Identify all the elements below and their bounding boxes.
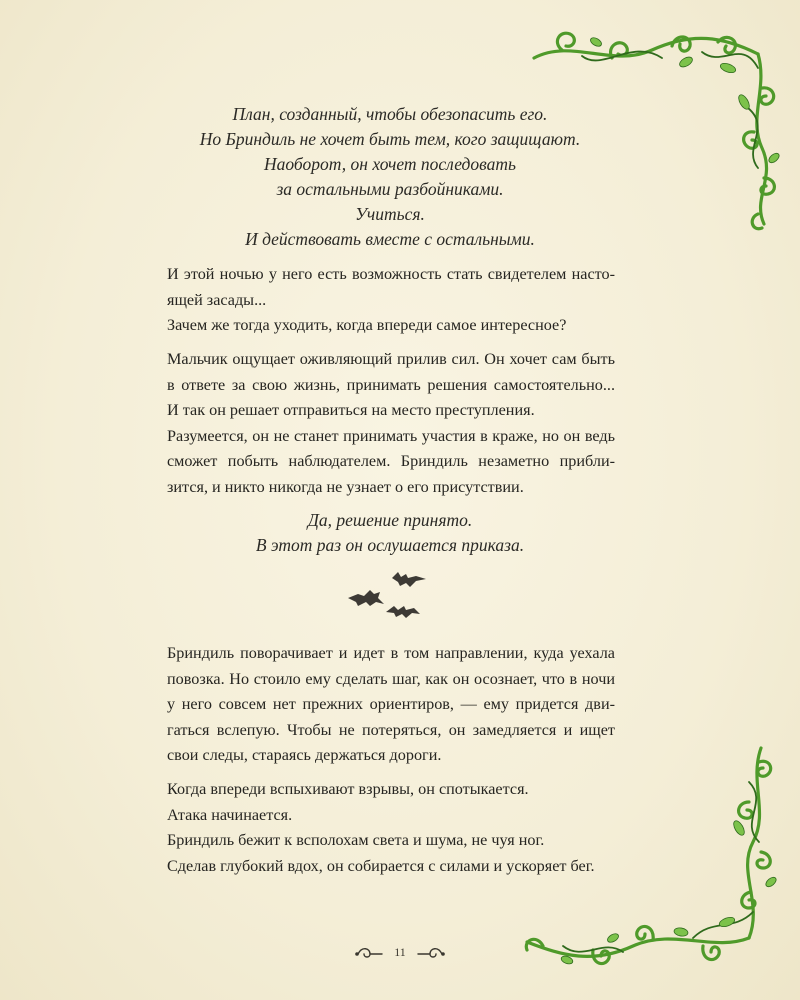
text-line: Разумеется, он не станет принимать участия в краже, но он ведь: [167, 426, 615, 445]
bats-icon: [340, 568, 440, 626]
page-number-text: 11: [394, 945, 406, 959]
text-line: у него совсем нет прежних ориентиров, — ему придется дви-: [167, 695, 615, 713]
poem-line: В этот раз он ослушается приказа.: [255, 535, 525, 555]
text-line: Зачем же тогда уходить, когда впереди самое интересное?: [167, 316, 567, 334]
page-number: [352, 944, 448, 962]
poem-line: Да, решение принято.: [307, 510, 473, 530]
text-line: Атака начинается.: [167, 805, 293, 824]
text-line: ящей засады...: [167, 290, 267, 309]
poem-line: Наоборот, он хочет последовать: [264, 154, 516, 174]
text-line: Бриндиль бежит к всполохам света и шума, не чуя ног.: [167, 831, 545, 849]
poem-line: Но Бриндиль не хочет быть тем, кого защищают.: [199, 129, 581, 149]
paragraph-3: [167, 641, 615, 769]
poem-top: [150, 102, 630, 252]
text-line: Бриндиль поворачивает и идет в том направлении, куда уехала: [167, 644, 615, 662]
poem-middle: [150, 508, 630, 558]
text-line: в ответе за свою жизнь, принимать решения самостоятельно...: [167, 375, 615, 394]
paragraph-2: [167, 347, 615, 500]
paragraph-4: [167, 777, 615, 879]
poem-line: Учиться.: [355, 204, 425, 224]
text-line: свои следы, стараясь держаться дороги.: [167, 746, 442, 764]
text-line: Мальчик ощущает оживляющий прилив сил. Он хочет сам быть: [167, 350, 615, 368]
text-line: Сделав глубокий вдох, он собирается с силами и ускоряет бег.: [167, 856, 595, 875]
text-line: И этой ночью у него есть возможность стать свидетелем насто-: [167, 265, 615, 283]
text-line: сможет побыть наблюдателем. Бриндиль незаметно прибли-: [167, 452, 615, 470]
poem-line: за остальными разбойниками.: [276, 179, 504, 199]
text-line: гаться вслепую. Чтобы не потеряться, он замедляется и ищет: [167, 720, 615, 739]
poem-line: И действовать вместе с остальными.: [245, 229, 535, 249]
poem-line: План, созданный, чтобы обезопасить его.: [232, 104, 548, 124]
paragraph-1: [167, 262, 615, 339]
text-line: зится, и никто никогда не узнает о его присутствии.: [167, 477, 524, 496]
text-line: Когда впереди вспыхивают взрывы, он спотыкается.: [167, 780, 529, 798]
text-line: повозка. Но стоило ему сделать шаг, как он осознает, что в ночи: [167, 669, 615, 688]
text-line: И так он решает отправиться на место преступления.: [167, 401, 535, 419]
